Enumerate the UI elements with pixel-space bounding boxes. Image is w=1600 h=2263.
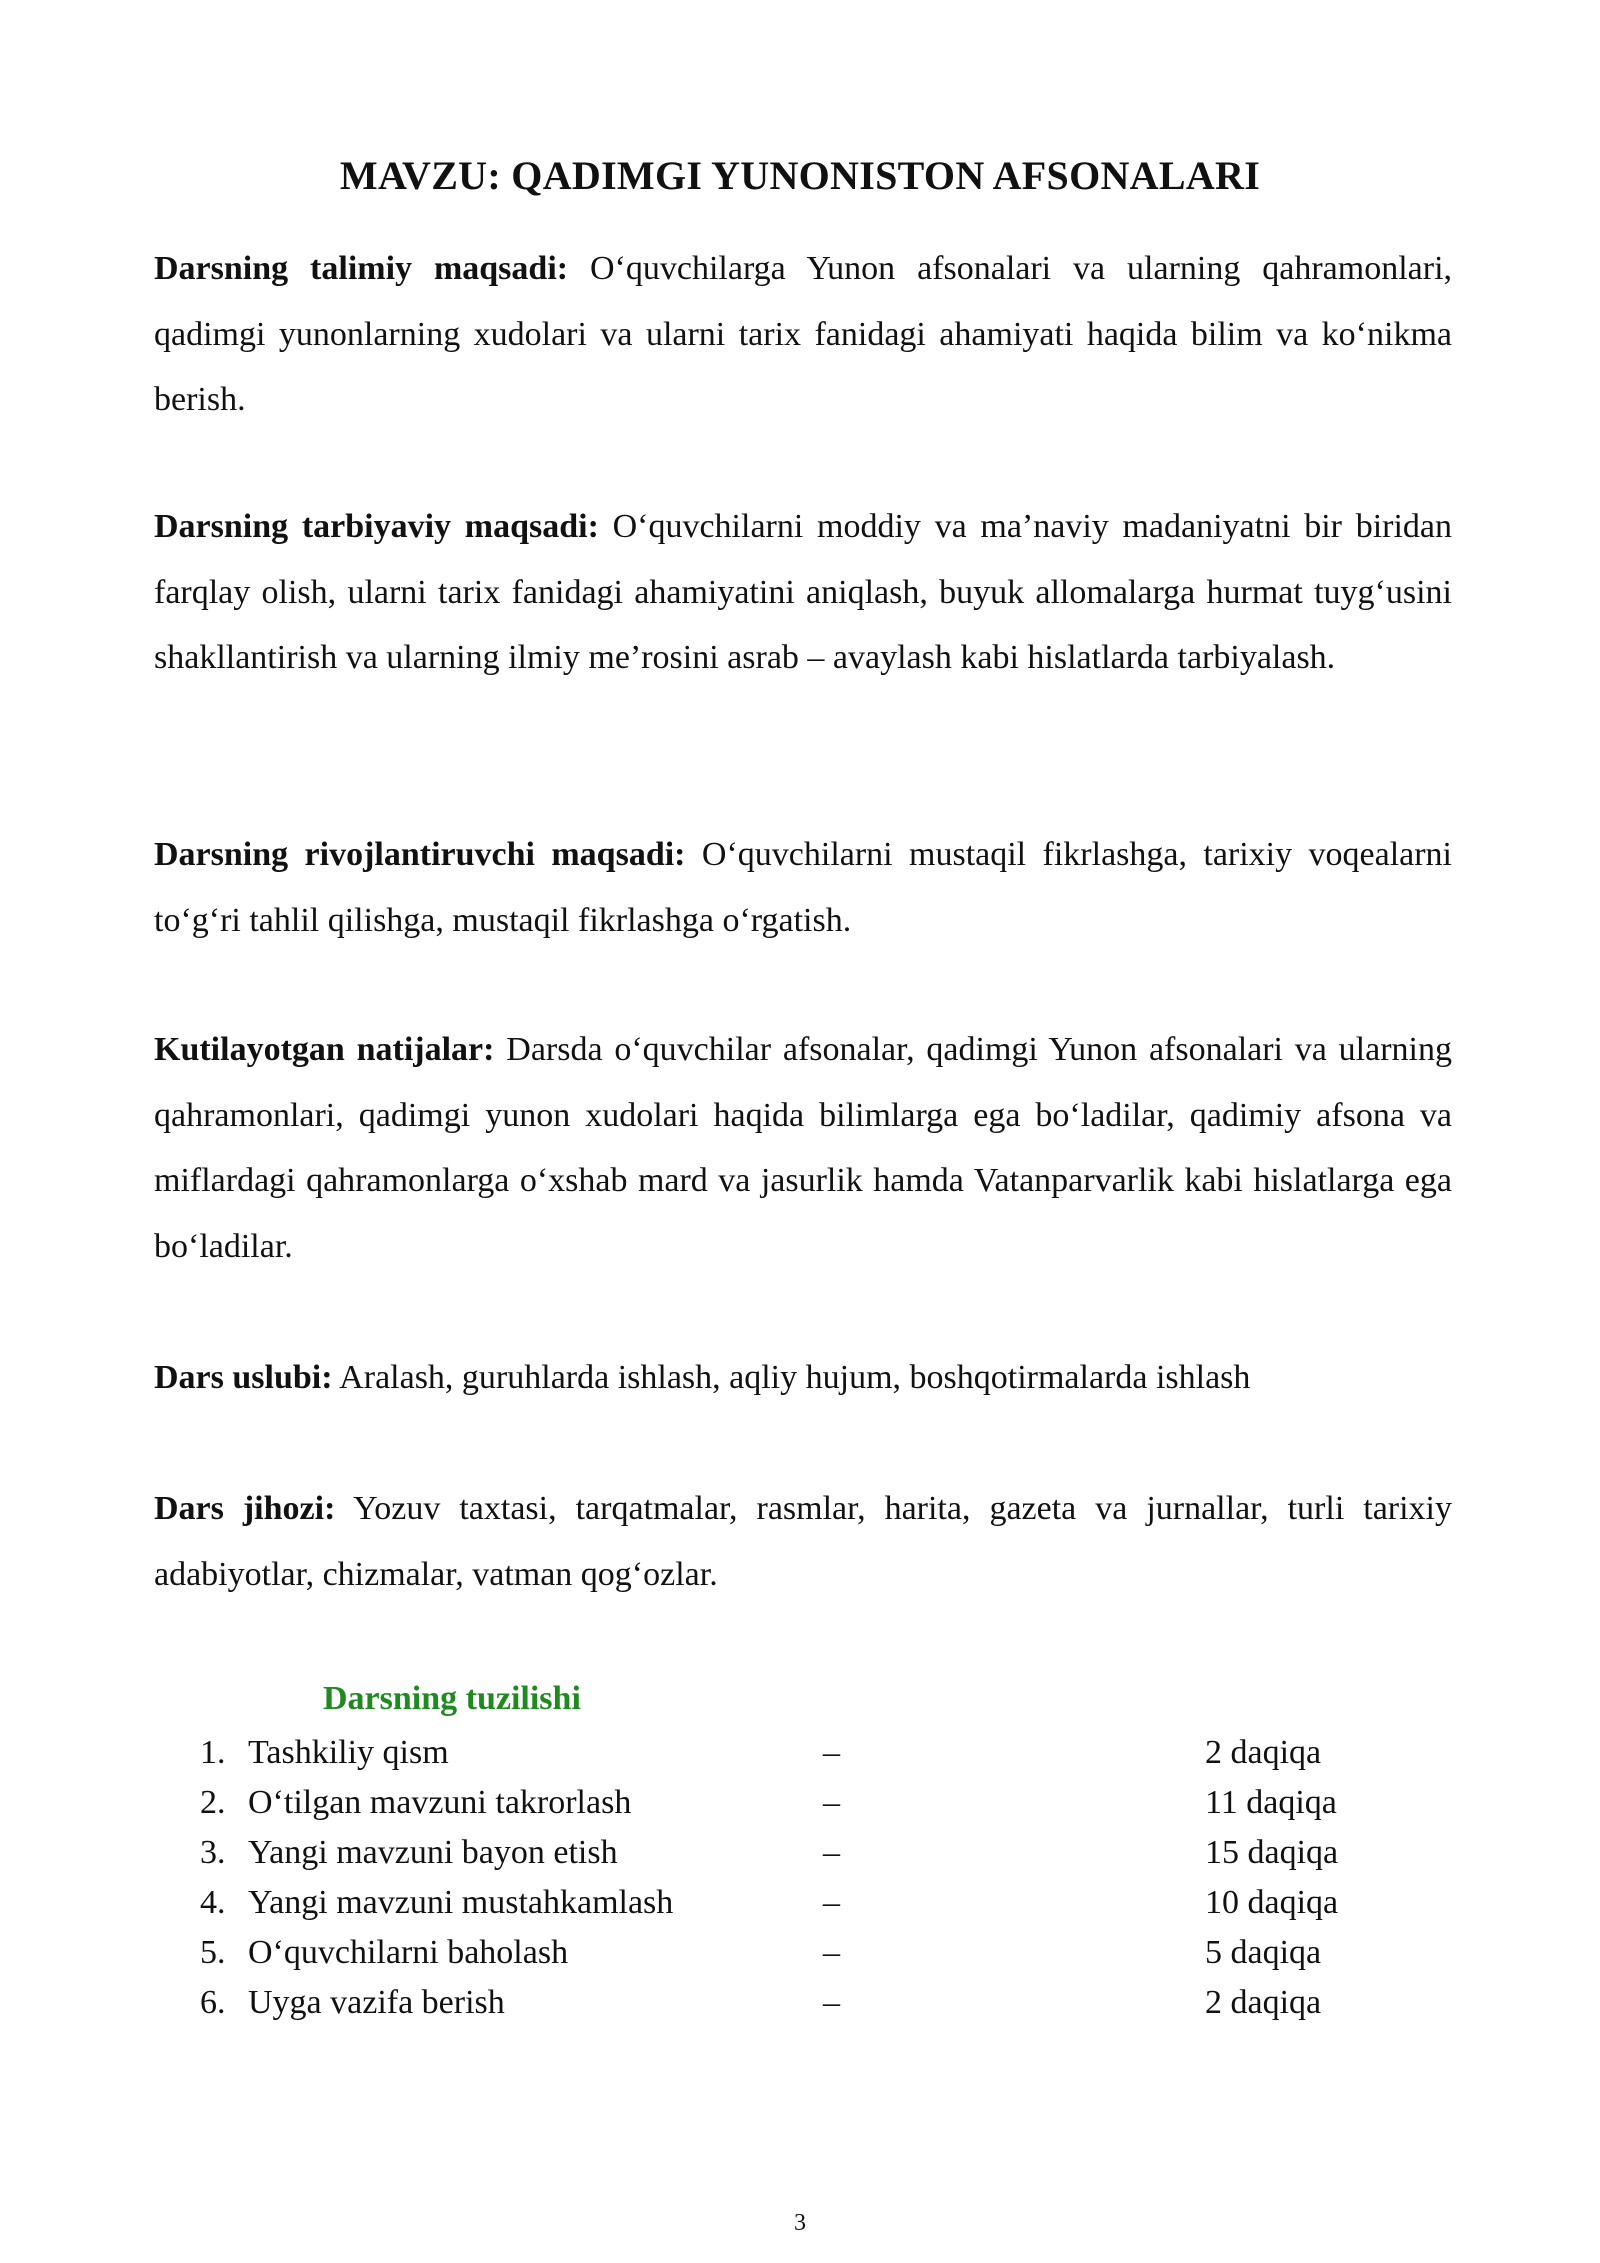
structure-heading: Darsning tuzilishi xyxy=(323,1680,581,1717)
section-educational-goal xyxy=(154,236,1452,433)
item-number: 3. xyxy=(200,1834,226,1871)
section-text: Yozuv taxtasi, tarqatmalar, rasmlar, harita, gazeta va jurnallar, turli tarixiy adabiyotlar, chizmalar, vatman qog‘ozlar. xyxy=(154,1490,1453,1593)
item-dash: – xyxy=(823,1884,840,1921)
item-number: 6. xyxy=(200,1984,226,2021)
item-label: Yangi mavzuni mustahkamlash xyxy=(248,1884,674,1921)
item-label: Tashkiliy qism xyxy=(248,1734,449,1771)
section-text: O‘quvchilarni moddiy va ma’naviy madaniyatni bir biridan farqlay olish, ularni tarix fanidagi ahamiyatini aniqlash, buyuk allomalarga hurmat tuyg‘usini shakllantirish va ularning ilmiy me’rosini asrab – avaylash kabi hislatlarda tarbiyalash. xyxy=(154,508,1452,676)
section-lesson-method xyxy=(154,1345,1452,1411)
section-developmental-goal xyxy=(154,822,1452,953)
list-item xyxy=(0,1978,1600,2028)
item-dash: – xyxy=(823,1734,840,1771)
section-label: Darsning talimiy maqsadi: xyxy=(154,250,569,287)
item-duration: 10 daqiqa xyxy=(1205,1884,1339,1921)
list-item xyxy=(0,1828,1600,1878)
item-label: O‘tilgan mavzuni takrorlash xyxy=(248,1784,632,1821)
item-number: 4. xyxy=(200,1884,226,1921)
item-label: Uyga vazifa berish xyxy=(248,1984,505,2021)
item-dash: – xyxy=(823,1984,840,2021)
section-upbringing-goal xyxy=(154,494,1452,691)
structure-list xyxy=(0,1728,1600,2028)
item-duration: 11 daqiqa xyxy=(1205,1784,1337,1821)
item-duration: 15 daqiqa xyxy=(1205,1834,1339,1871)
section-text: Darsda o‘quvchilar afsonalar, qadimgi Yunon afsonalari va ularning qahramonlari, qadimgi yunon xudolari haqida bilimlarga ega bo‘ladilar, qadimiy afsona va miflardagi qahramonlarga o‘xshab mard va jasurlik hamda Vatanparvarlik kabi hislatlarga ega bo‘ladilar. xyxy=(154,1031,1452,1265)
item-number: 5. xyxy=(200,1934,226,1971)
section-text: O‘quvchilarga Yunon afsonalari va ularning qahramonlari, qadimgi yunonlarning xudolari va ularni tarix fanidagi ahamiyati haqida bilim va ko‘nikma berish. xyxy=(154,250,1453,418)
section-label: Dars uslubi: xyxy=(154,1359,333,1396)
section-text: O‘quvchilarni mustaqil fikrlashga, tarixiy voqealarni to‘g‘ri tahlil qilishga, mustaqil fikrlashga o‘rgatish. xyxy=(154,836,1453,939)
page-title: MAVZU: QADIMGI YUNONISTON AFSONALARI xyxy=(339,153,1261,198)
list-item xyxy=(0,1878,1600,1928)
item-dash: – xyxy=(823,1784,840,1821)
list-item xyxy=(0,1728,1600,1778)
list-item xyxy=(0,1928,1600,1978)
section-text: Aralash, guruhlarda ishlash, aqliy hujum, boshqotirmalarda ishlash xyxy=(332,1359,1251,1396)
item-duration: 5 daqiqa xyxy=(1205,1934,1322,1971)
page-number: 3 xyxy=(794,2210,806,2236)
section-label: Darsning rivojlantiruvchi maqsadi: xyxy=(154,836,686,873)
item-duration: 2 daqiqa xyxy=(1205,1984,1322,2021)
item-dash: – xyxy=(823,1834,840,1871)
section-expected-results xyxy=(154,1017,1452,1279)
item-label: O‘quvchilarni baholash xyxy=(248,1934,569,1971)
item-number: 1. xyxy=(200,1734,226,1771)
list-item xyxy=(0,1778,1600,1828)
section-lesson-equipment xyxy=(154,1476,1452,1607)
section-label: Kutilayotgan natijalar: xyxy=(154,1031,495,1068)
item-dash: – xyxy=(823,1934,840,1971)
section-label: Darsning tarbiyaviy maqsadi: xyxy=(154,508,599,545)
item-label: Yangi mavzuni bayon etish xyxy=(248,1834,618,1871)
item-number: 2. xyxy=(200,1784,226,1821)
section-label: Dars jihozi: xyxy=(154,1490,336,1527)
item-duration: 2 daqiqa xyxy=(1205,1734,1322,1771)
